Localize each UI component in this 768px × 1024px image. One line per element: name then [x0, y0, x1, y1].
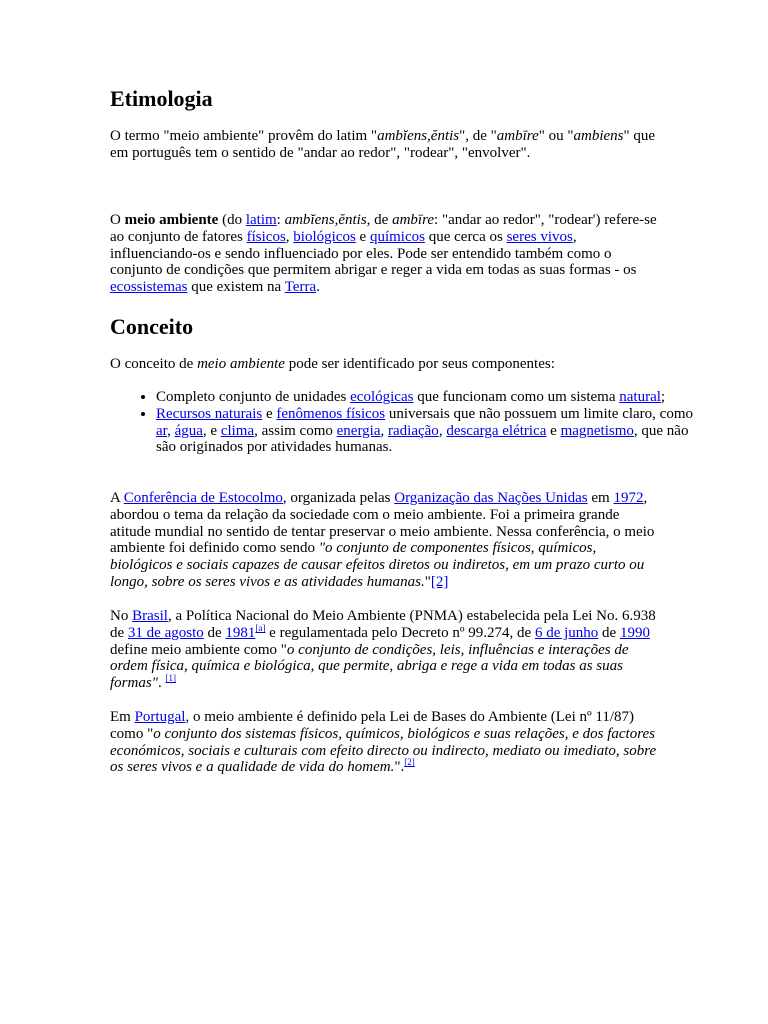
- latin-term: ambīre: [496, 128, 539, 144]
- text: e: [262, 405, 277, 422]
- latin-term: ambiens: [573, 128, 624, 144]
- paragraph-portugal: [110, 709, 658, 776]
- text: pode ser identificado por seus componentes:: [284, 356, 555, 372]
- link-portugal[interactable]: Portugal: [134, 709, 186, 725]
- text: , a Política Nacional do Meio Ambiente (PNMA) estabelecida pela Lei No. 6.938 de: [110, 608, 656, 641]
- link-ref-2[interactable]: [2]: [430, 573, 449, 590]
- latin-term: ambĭens,ĕntis: [377, 128, 460, 144]
- link-ecologicas[interactable]: ecológicas: [350, 389, 414, 405]
- link-ar[interactable]: ar: [156, 422, 168, 439]
- link-1972[interactable]: 1972: [613, 490, 644, 506]
- paragraph-brasil: [110, 608, 658, 692]
- quote-text: "o conjunto de componentes físicos, químicos, biológicos e sociais capazes de causar efeitos diretos ou indiretos, em um prazo curto ou longo, sobre os seres vivos e as atividades humanas.: [110, 540, 645, 590]
- text: define meio ambiente como ": [110, 641, 287, 658]
- text: , e: [202, 422, 221, 439]
- link-onu[interactable]: Organização das Nações Unidas: [394, 490, 588, 506]
- text: .: [157, 675, 166, 692]
- link-latim[interactable]: latim: [245, 212, 277, 228]
- link-magnetismo[interactable]: magnetismo: [560, 422, 634, 439]
- text: , influenciando-os e sendo influenciado por eles. Pode ser entendido também como o conjunto de condições que permitem abrigar e reger a vida em todas as suas formas - os: [110, 228, 637, 279]
- bold-term: meio ambiente: [124, 212, 219, 228]
- text: O: [110, 212, 125, 228]
- text: ,: [285, 228, 294, 245]
- text: que existem na: [187, 279, 285, 296]
- components-list: [110, 389, 704, 456]
- link-6-junho[interactable]: 6 de junho: [534, 624, 599, 641]
- link-recursos-naturais[interactable]: Recursos naturais: [156, 405, 263, 422]
- text: ", de ": [459, 128, 497, 144]
- latin-term: ambĭens,ĕntis: [284, 212, 367, 228]
- link-energia[interactable]: energia: [336, 422, 381, 439]
- text: .: [316, 279, 320, 296]
- list-item: [156, 406, 704, 456]
- link-seres-vivos[interactable]: seres vivos: [506, 228, 573, 245]
- latin-term: ambīre: [392, 212, 435, 228]
- text: que funcionam como um sistema: [413, 389, 620, 405]
- link-radiacao[interactable]: radiação: [388, 422, 439, 439]
- link-agua[interactable]: água: [174, 422, 203, 439]
- paragraph-conceito-intro: [110, 356, 555, 373]
- text: O termo "meio ambiente" provêm do latim ": [110, 128, 378, 144]
- text: :: [276, 212, 285, 228]
- footnote-1[interactable]: [1]: [165, 673, 176, 684]
- paragraph-estocolmo: [110, 490, 658, 591]
- heading-conceito: Conceito: [110, 314, 194, 339]
- link-descarga-eletrica[interactable]: descarga elétrica: [446, 422, 547, 439]
- text: , abordou o tema da relação da sociedade com o meio ambiente. Foi a primeira grande atitude mundial no sentido de tentar preservar o meio ambiente. Nessa conferência, o meio ambiente foi definido como sendo: [110, 490, 655, 557]
- link-fisicos[interactable]: físicos: [246, 228, 286, 245]
- quote-text: o conjunto dos sistemas físicos, químicos, biológicos e suas relações, e dos factores económicos, sociais e culturais com efeito directo ou indirecto, mediato ou imediato, sobre os seres vivos e a qualidade de vida do homem.: [110, 725, 657, 776]
- text: : "andar ao redor", "rodear') refere-se ao conjunto de fatores: [110, 212, 657, 245]
- paragraph-definicao: [110, 212, 658, 296]
- text: ".: [394, 759, 405, 776]
- text: ;: [660, 389, 666, 405]
- link-quimicos[interactable]: químicos: [369, 228, 425, 245]
- text: e regulamentada pelo Decreto nº 99.274, de: [265, 624, 535, 641]
- link-1990[interactable]: 1990: [619, 624, 650, 641]
- text: ,: [438, 422, 447, 439]
- link-ecossistemas[interactable]: ecossistemas: [110, 279, 188, 296]
- text: Em: [110, 709, 135, 725]
- text: O conceito de: [110, 356, 198, 372]
- text: de: [203, 624, 226, 641]
- text: , organizada pelas: [282, 490, 395, 506]
- footnote-a[interactable]: [a]: [255, 622, 266, 633]
- footnote-2[interactable]: [2]: [404, 757, 415, 768]
- text: em: [587, 490, 614, 506]
- text: (do: [218, 212, 246, 228]
- text: de: [598, 624, 620, 641]
- link-conferencia-estocolmo[interactable]: Conferência de Estocolmo: [123, 490, 283, 506]
- link-fenomenos-fisicos[interactable]: fenômenos físicos: [276, 405, 386, 422]
- text: , de: [366, 212, 393, 228]
- text: ": [424, 573, 431, 590]
- text: Completo conjunto de unidades: [156, 389, 351, 405]
- text: e: [546, 422, 561, 439]
- link-1981[interactable]: 1981: [225, 624, 256, 641]
- text: que cerca os: [424, 228, 507, 245]
- text: , o meio ambiente é definido pela Lei de Bases do Ambiente (Lei nº 11/87) como ": [110, 709, 634, 742]
- heading-etimologia: Etimologia: [110, 86, 213, 111]
- text: " que em português tem o sentido de "andar ao redor", "rodear", "envolver".: [110, 128, 656, 161]
- text: " ou ": [538, 128, 574, 144]
- quote-text: o conjunto de condições, leis, influências e interações de ordem física, química e biológica, que permite, abriga e rege a vida em todas as suas formas": [110, 641, 629, 692]
- text: e: [355, 228, 370, 245]
- italic-term: meio ambiente: [197, 356, 285, 372]
- link-natural[interactable]: natural: [619, 389, 661, 405]
- link-31-agosto[interactable]: 31 de agosto: [127, 624, 204, 641]
- paragraph-etimologia: [110, 128, 658, 162]
- text: ,: [380, 422, 389, 439]
- text: ,: [167, 422, 175, 439]
- link-clima[interactable]: clima: [220, 422, 255, 439]
- text: No: [110, 608, 133, 624]
- list-item: [156, 389, 704, 406]
- text: , assim como: [254, 422, 337, 439]
- link-brasil[interactable]: Brasil: [132, 608, 168, 624]
- text: universais que não possuem um limite claro, como: [385, 405, 693, 422]
- link-terra[interactable]: Terra: [284, 279, 317, 296]
- link-biologicos[interactable]: biológicos: [293, 228, 356, 245]
- text: A: [110, 490, 124, 506]
- text: , que não são originados por atividades humanas.: [156, 422, 689, 456]
